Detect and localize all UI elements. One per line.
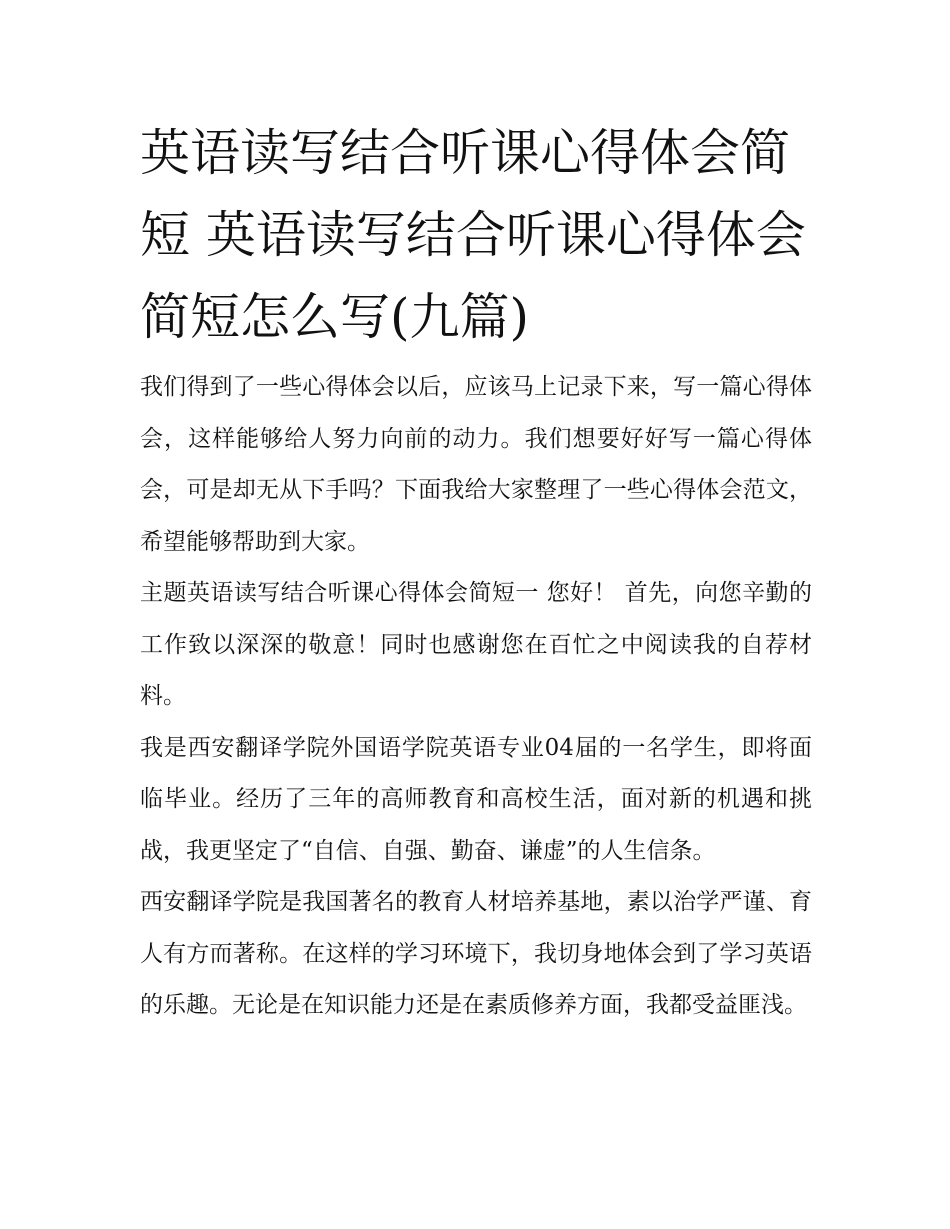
paragraph-intro: 我们得到了一些心得体会以后，应该马上记录下来，写一篇心得体会，这样能够给人努力向前的动力。我们想要好好写一篇心得体会，可是却无从下手吗？下面我给大家整理了一些心得体会范文，希望能够帮助到大家。 xyxy=(140,374,812,555)
paragraph-greeting: 主题英语读写结合听课心得体会简短一 您好！ 首先，向您辛勤的工作致以深深的敬意！同时也感谢您在百忙之中阅读我的自荐材料。 xyxy=(140,580,812,709)
paragraph-school: 西安翻译学院是我国著名的教育人材培养基地，素以治学严谨、育人有方而著称。在这样的学习环境下，我切身地体会到了学习英语的乐趣。无论是在知识能力还是在素质修养方面，我都受益匪浅。 xyxy=(140,889,812,1018)
document-page xyxy=(140,112,812,1032)
document-title: 英语读写结合听课心得体会简短 英语读写结合听课心得体会简短怎么写(九篇) xyxy=(140,124,806,346)
paragraph-self-intro: 我是西安翻译学院外国语学院英语专业04届的一名学生，即将面临毕业。经历了三年的高师教育和高校生活，面对新的机遇和挑战，我更坚定了“自信、自强、勤奋、谦虚”的人生信条。 xyxy=(140,734,812,864)
